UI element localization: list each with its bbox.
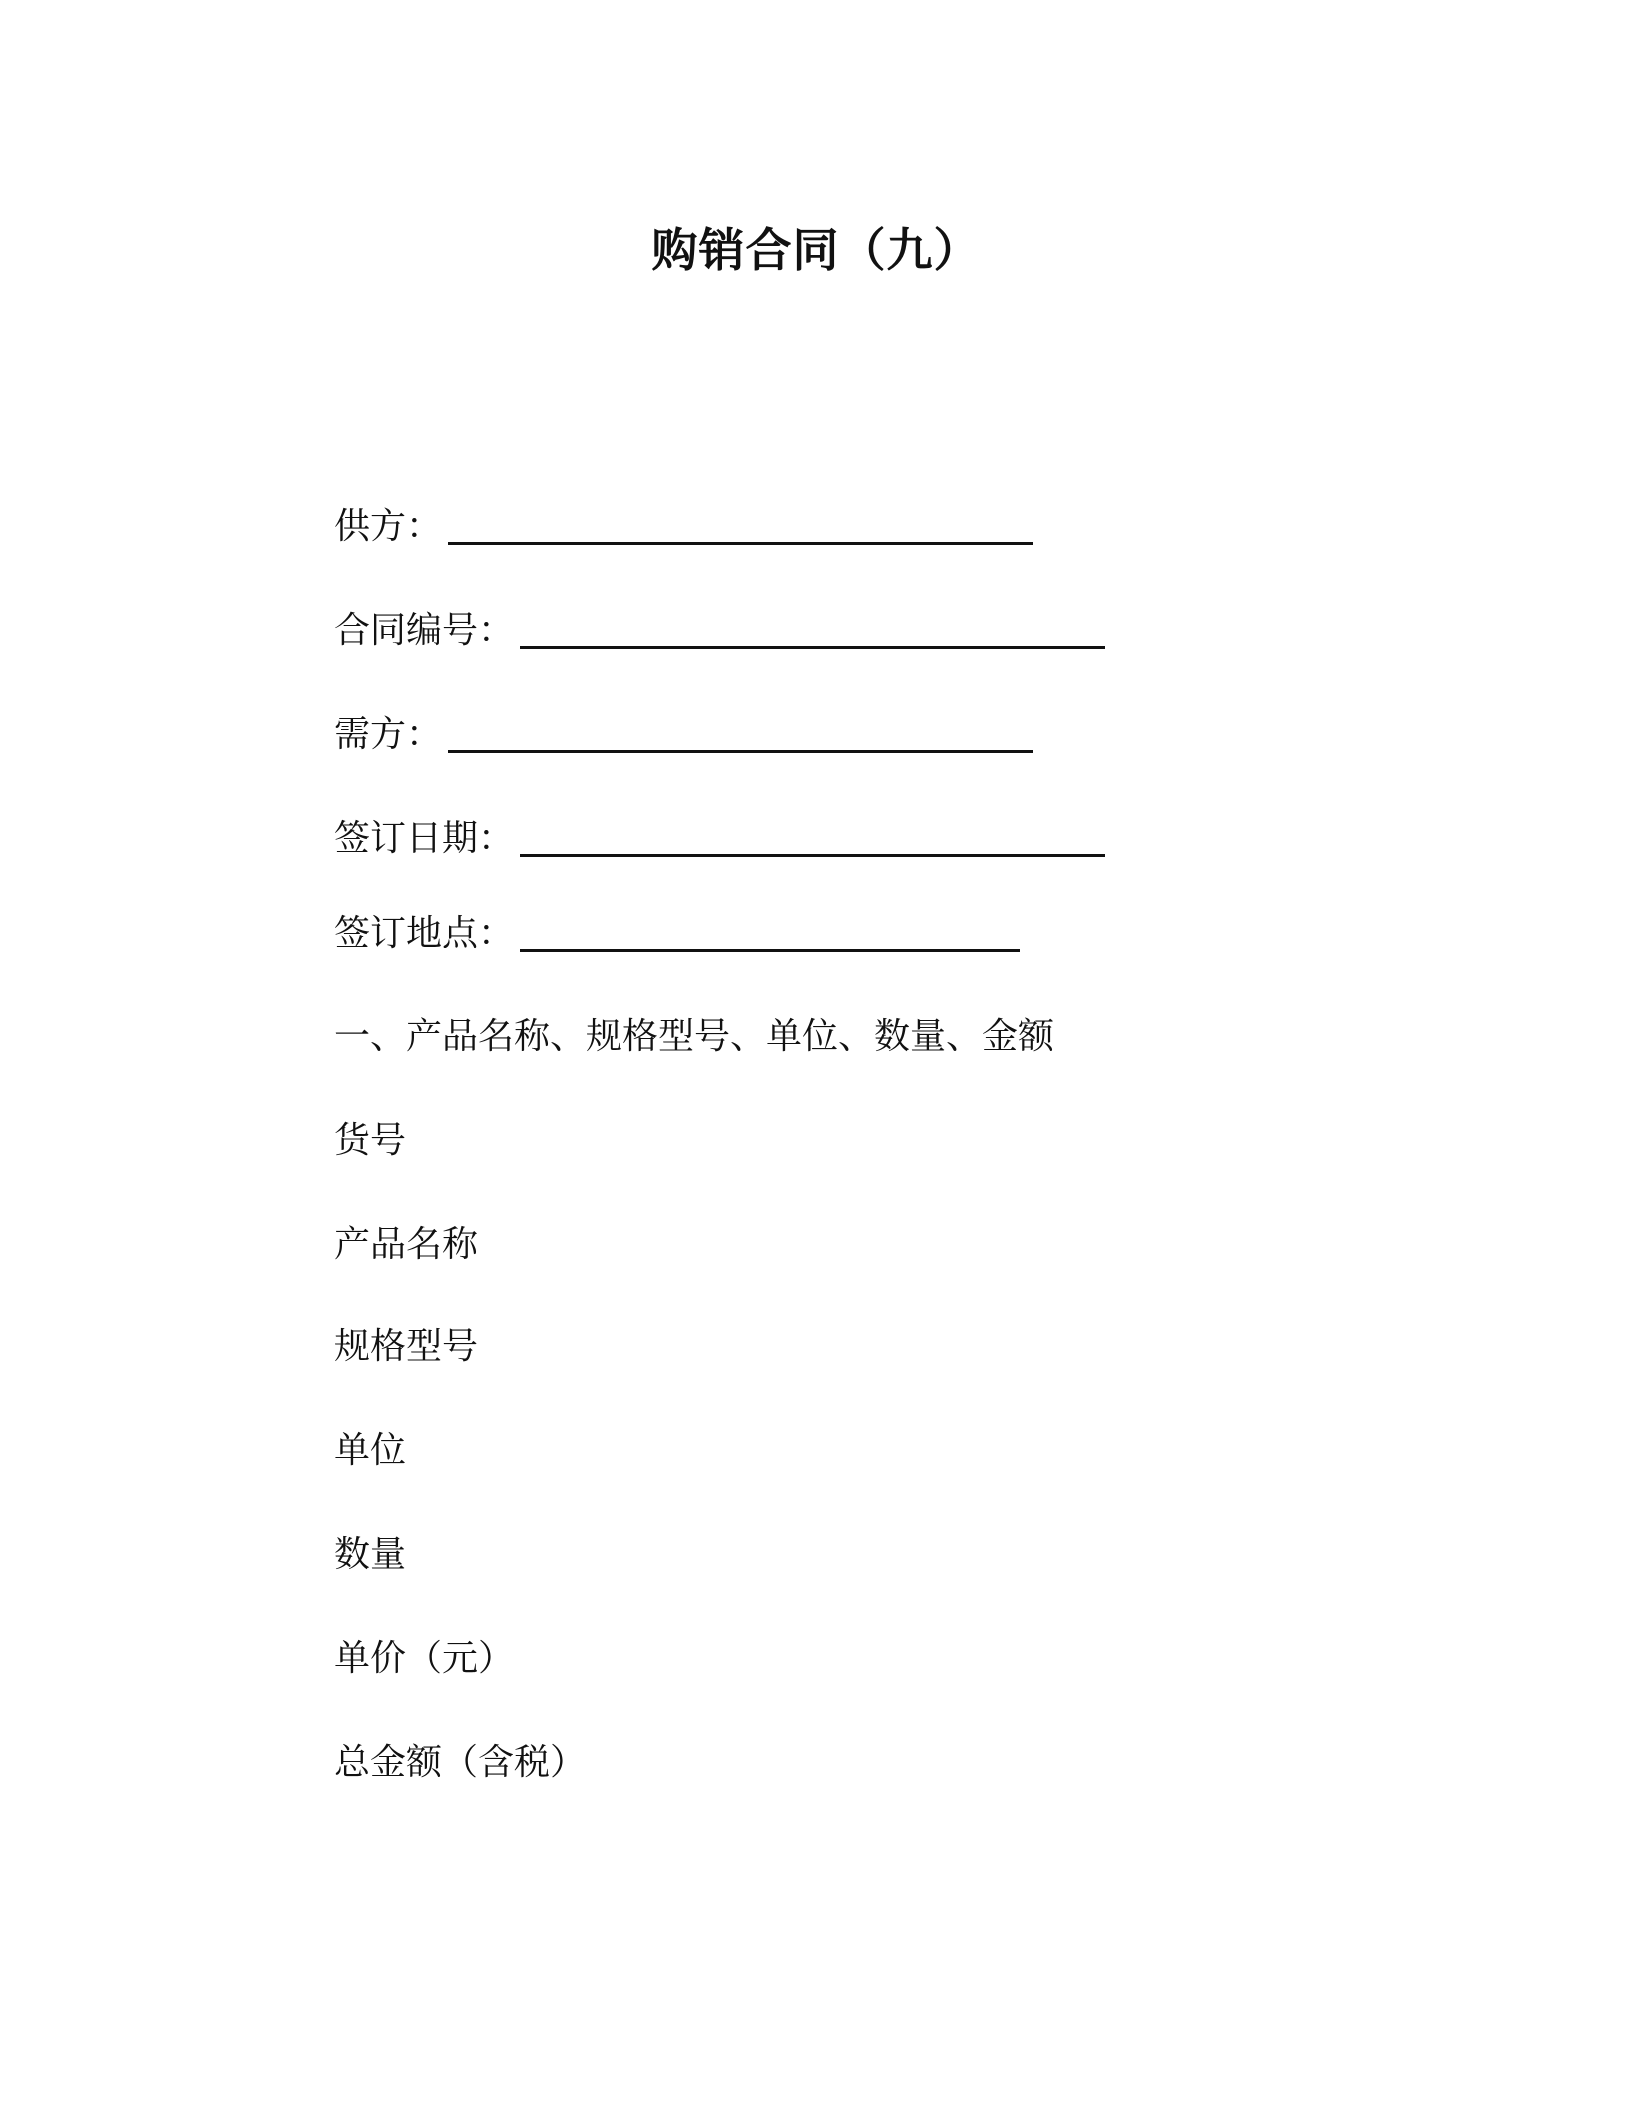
supplier-label: 供方： [334,506,443,547]
signing-place-blank-line[interactable] [520,919,1020,952]
signing-date-label: 签订日期： [334,818,515,859]
contract-number-label: 合同编号： [334,610,515,651]
buyer-blank-line[interactable] [448,720,1033,753]
buyer-label: 需方： [334,714,443,755]
specification-model-label: 规格型号 [334,1326,479,1367]
signing-place-label: 签订地点： [334,913,515,954]
item-number-label: 货号 [334,1120,407,1161]
product-name-label: 产品名称 [334,1224,479,1265]
document-title: 购销合同（九） [651,223,981,277]
buyer-field [334,713,1033,757]
section-1-heading: 一、产品名称、规格型号、单位、数量、金额 [334,1016,1055,1057]
signing-date-blank-line[interactable] [520,824,1105,857]
contract-number-blank-line[interactable] [520,616,1105,649]
unit-label: 单位 [334,1430,407,1471]
total-amount-label: 总金额（含税） [334,1742,587,1783]
signing-place-field [334,912,1020,956]
contract-number-field [334,609,1105,653]
quantity-label: 数量 [334,1534,407,1575]
supplier-blank-line[interactable] [448,512,1033,545]
signing-date-field [334,817,1105,861]
unit-price-label: 单价（元） [334,1638,515,1679]
supplier-field [334,505,1033,549]
